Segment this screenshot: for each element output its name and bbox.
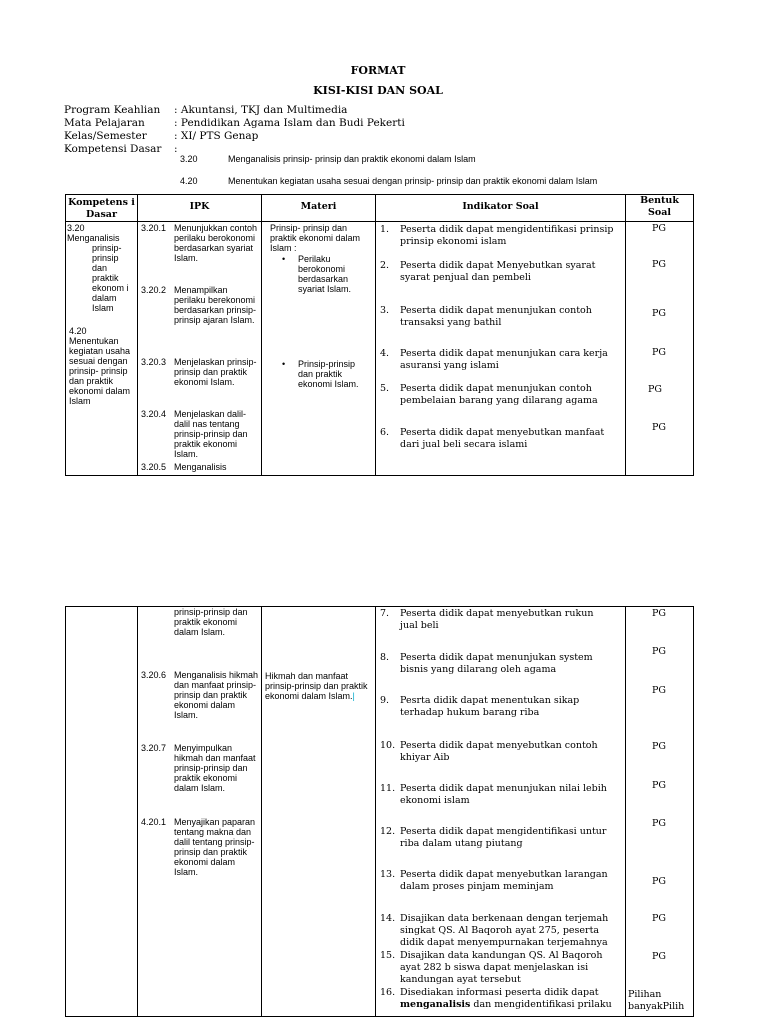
kd-cell-cont xyxy=(66,607,138,1017)
kd2-code: 4.20 xyxy=(69,326,87,336)
indikator-text: Peserta didik dapat menunjukan system bisnis yang dilarang oleh agama xyxy=(400,652,593,675)
ipk-text: Menyajikan paparan tentang makna dan dalil tentang prinsip-prinsip dan praktik ekonomi dalam Islam. xyxy=(174,817,256,877)
ipk-text: Menjelaskan prinsip-prinsip dan praktik ekonomi Islam. xyxy=(174,357,257,387)
indikator-no: 11. xyxy=(380,783,396,794)
bentuk-value: PG xyxy=(652,347,666,358)
indikator-no: 10. xyxy=(380,740,396,751)
indikator-item xyxy=(380,695,618,719)
ipk-code: 3.20.5 xyxy=(141,462,167,472)
bentuk-value: PG xyxy=(652,422,666,433)
indikator-item xyxy=(380,608,618,632)
ipk-code: 3.20.1 xyxy=(141,223,167,233)
info-kelas xyxy=(64,130,258,143)
indikator-text: Disajikan data kandungan QS. Al Baqoroh ayat 282 b siswa dapat menjelaskan isi kandungan ayat tersebut xyxy=(400,950,603,985)
indikator-text-a: Disediakan informasi peserta didik dapat xyxy=(400,987,599,998)
indikator-no: 9. xyxy=(380,695,390,706)
indikator-no: 16. xyxy=(380,987,396,998)
bentuk-value: PG xyxy=(652,951,666,962)
kisi-title: KISI-KISI DAN SOAL xyxy=(313,84,443,97)
indikator-no: 3. xyxy=(380,305,390,316)
bentuk-value: PG xyxy=(652,913,666,924)
bentuk-cell xyxy=(626,222,694,476)
kisi-table-page2 xyxy=(65,606,694,1017)
indikator-no: 2. xyxy=(380,260,390,271)
indikator-item xyxy=(380,224,618,248)
bentuk-value: PG xyxy=(652,259,666,270)
ipk-text: Menjelaskan dalil-dalil nas tentang prinsip-prinsip dan praktik ekonomi Islam. xyxy=(174,409,248,459)
ipk-code: 3.20.7 xyxy=(141,743,167,753)
indikator-no: 14. xyxy=(380,913,396,924)
indikator-text: Peserta didik dapat menunjukan cara kerja asuransi yang islami xyxy=(400,348,608,371)
info-value: : XI/ PTS Genap xyxy=(174,130,259,142)
bullet-icon: • xyxy=(282,254,286,264)
header-kd-label: Kompetens i Dasar xyxy=(68,197,135,220)
bentuk-value: PG xyxy=(652,741,666,752)
header-materi-label: Materi xyxy=(300,201,337,212)
indikator-text: Peserta didik dapat menunjukan nilai lebih ekonomi islam xyxy=(400,783,607,806)
kd-cell xyxy=(66,222,138,476)
header-bentuk xyxy=(626,195,694,222)
kd1-label: Menganalisis xyxy=(67,233,120,243)
indikator-cell xyxy=(376,222,626,476)
bentuk-value: PG xyxy=(648,384,662,395)
indikator-item xyxy=(380,652,618,676)
indikator-text: Peserta didik dapat Menyebutkan syarat syarat penjual dan pembeli xyxy=(400,260,596,283)
bentuk-cell-2 xyxy=(626,607,694,1017)
ipk-cell-cont xyxy=(138,607,262,1017)
indikator-text: Pesrta didik dapat menentukan sikap terhadap hukum barang riba xyxy=(400,695,580,718)
ipk-cell xyxy=(138,222,262,476)
ipk-text: Menampilkan perilaku berekonomi berdasarkan prinsip-prinsip ajaran Islam. xyxy=(174,285,257,325)
bentuk-value: PG xyxy=(652,818,666,829)
bentuk-value: PG xyxy=(652,685,666,696)
indikator-item xyxy=(380,950,618,986)
info-label: Kelas/Semester xyxy=(64,130,147,142)
indikator-text xyxy=(400,987,614,1011)
header-kd xyxy=(66,195,138,222)
materi-cell xyxy=(262,222,376,476)
ipk-code: 3.20.2 xyxy=(141,285,167,295)
kd-code-1: 3.20 xyxy=(180,154,198,164)
info-label: Mata Pelajaran xyxy=(64,117,145,129)
ipk-text: Menganalisis hikmah dan manfaat prinsip-prinsip dan praktik ekonomi dalam Islam. xyxy=(174,670,259,720)
bentuk-value-multi: Pilihan banyakPilih xyxy=(628,989,685,1012)
indikator-no: 7. xyxy=(380,608,390,619)
header-ipk-label: IPK xyxy=(189,201,210,212)
indikator-no: 5. xyxy=(380,383,390,394)
indikator-text: Disajikan data berkenaan dengan terjemah singkat QS. Al Baqoroh ayat 275, peserta didik dapat menyempurnakan terjemahnya xyxy=(400,913,609,948)
indikator-no: 1. xyxy=(380,224,390,235)
indikator-text: Peserta didik dapat mengidentifikasi prinsip prinsip ekonomi islam xyxy=(400,224,614,247)
ipk-text: Menunjukkan contoh perilaku berokonomi berdasarkan syariat Islam. xyxy=(174,223,258,263)
materi-bullet: Perilaku berokonomi berdasarkan syariat Islam. xyxy=(298,254,352,294)
bentuk-value: PG xyxy=(652,780,666,791)
info-program xyxy=(64,104,347,117)
indikator-text: Peserta didik dapat menunjukan contoh transaksi yang bathil xyxy=(400,305,592,328)
indikator-text: Peserta didik dapat menyebutkan rukun jual beli xyxy=(400,608,594,631)
indikator-no: 13. xyxy=(380,869,396,880)
indikator-item xyxy=(380,913,618,949)
indikator-text: Peserta didik dapat mengidentifikasi untur riba dalam utang piutang xyxy=(400,826,607,849)
ipk-code: 3.20.3 xyxy=(141,357,167,367)
indikator-item xyxy=(380,427,618,451)
indikator-no: 12. xyxy=(380,826,396,837)
bentuk-value: PG xyxy=(652,223,666,234)
indikator-no: 8. xyxy=(380,652,390,663)
info-label: Kompetensi Dasar xyxy=(64,143,162,155)
indikator-item xyxy=(380,740,618,764)
bentuk-value: PG xyxy=(652,308,666,319)
text-cursor-icon: | xyxy=(352,691,355,701)
indikator-no: 4. xyxy=(380,348,390,359)
info-label: Program Keahlian xyxy=(64,104,161,116)
ipk-code: 3.20.4 xyxy=(141,409,167,419)
kd1-text: prinsip- prinsip dan praktik ekonom i dalam Islam xyxy=(92,243,129,313)
ipk-text-cont: prinsip-prinsip dan praktik ekonomi dalam Islam. xyxy=(174,607,248,637)
indikator-no: 6. xyxy=(380,427,390,438)
kd1-code: 3.20 xyxy=(67,223,85,233)
info-kd xyxy=(64,143,178,156)
indikator-text: Peserta didik dapat menyebutkan manfaat dari jual beli secara islami xyxy=(400,427,605,450)
materi-cell-2 xyxy=(262,607,376,1017)
indikator-item xyxy=(380,987,618,1011)
indikator-item xyxy=(380,348,618,372)
info-value: : Akuntansi, TKJ dan Multimedia xyxy=(174,104,348,116)
indikator-text: Peserta didik dapat menunjukan contoh pembelaian barang yang dilarang agama xyxy=(400,383,598,406)
indikator-text-bold: menganalisis xyxy=(400,999,471,1010)
kd-code-2: 4.20 xyxy=(180,176,198,186)
header-materi xyxy=(262,195,376,222)
indikator-item xyxy=(380,383,618,407)
indikator-item xyxy=(380,869,618,893)
materi-text xyxy=(265,671,373,701)
bullet-icon: • xyxy=(282,359,286,369)
materi-text-content: Hikmah dan manfaat prinsip-prinsip dan praktik ekonomi dalam Islam. xyxy=(265,671,368,701)
kd-text-1: Menganalisis prinsip- prinsip dan praktik ekonomi dalam Islam xyxy=(228,154,476,164)
kd2-text: Menentukan kegiatan usaha sesuai dengan prinsip- prinsip dan praktik ekonomi dalam Islam xyxy=(69,336,131,406)
ipk-code: 3.20.6 xyxy=(141,670,167,680)
header-ipk xyxy=(138,195,262,222)
indikator-item xyxy=(380,260,618,284)
indikator-text: Peserta didik dapat menyebutkan larangan dalam proses pinjam meminjam xyxy=(400,869,608,892)
indikator-item xyxy=(380,783,618,807)
info-mapel xyxy=(64,117,405,130)
indikator-text: Peserta didik dapat menyebutkan contoh khiyar Aib xyxy=(400,740,598,763)
ipk-text: Menganalisis xyxy=(174,462,227,472)
indikator-text-b: dan mengidentifikasi prilaku xyxy=(473,999,612,1010)
info-value: : Pendidikan Agama Islam dan Budi Pekerti xyxy=(174,117,405,129)
indikator-item xyxy=(380,305,618,329)
materi-bullet: Prinsip-prinsip dan praktik ekonomi Islam. xyxy=(298,359,359,389)
indikator-item xyxy=(380,826,618,850)
bentuk-value: PG xyxy=(652,646,666,657)
indikator-no: 15. xyxy=(380,950,396,961)
header-indikator-label: Indikator Soal xyxy=(462,201,539,212)
header-bentuk-label: Bentuk Soal xyxy=(640,195,679,218)
kisi-table-page1 xyxy=(65,194,694,476)
ipk-text: Menyimpulkan hikmah dan manfaat prinsip-prinsip dan praktik ekonomi dalam Islam. xyxy=(174,743,256,793)
format-title: FORMAT xyxy=(350,64,406,77)
header-indikator xyxy=(376,195,626,222)
ipk-code: 4.20.1 xyxy=(141,817,167,827)
materi-heading: Prinsip- prinsip dan praktik ekonomi dalam Islam : xyxy=(270,223,361,253)
kd-text-2: Menentukan kegiatan usaha sesuai dengan prinsip- prinsip dan praktik ekonomi dalam Islam xyxy=(228,176,598,186)
bentuk-value: PG xyxy=(652,608,666,619)
indikator-cell-2 xyxy=(376,607,626,1017)
info-value: : xyxy=(174,143,178,155)
bentuk-value: PG xyxy=(652,876,666,887)
